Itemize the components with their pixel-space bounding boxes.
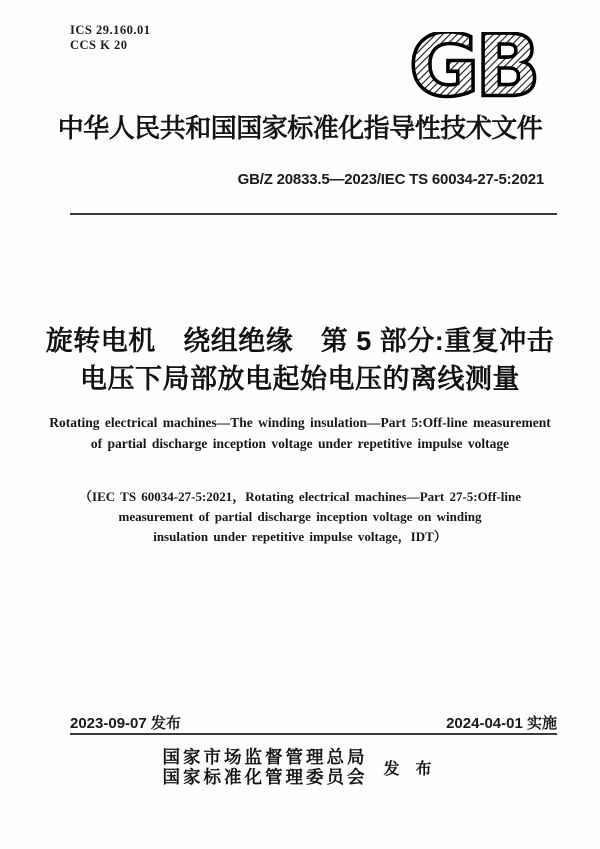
ccs-code: CCS K 20 [70,38,128,52]
ics-code: ICS 29.160.01 [70,23,151,37]
issuer-line2: 国家标准化管理委员会 [162,766,368,787]
gb-logo-icon [408,32,556,100]
standard-number: GB/Z 20833.5—2023/IEC TS 60034-27-5:2021 [237,171,544,188]
iec-note-line2: measurement of partial discharge inception voltage on winding [118,509,482,524]
main-title-cn-line1: 旋转电机 绕组绝缘 第 5 部分:重复冲击 [45,326,555,356]
classification-codes [70,23,150,53]
issuer-block [0,748,600,787]
main-title-en [0,412,600,454]
issuer-line1: 国家市场监督管理总局 [162,747,368,767]
implementation-date: 2024-04-01 实施 [446,715,557,732]
iec-note-line1: （IEC TS 60034-27-5:2021，Rotating electrical machines—Part 27-5:Off-line [79,489,521,504]
header-divider-line [70,213,557,215]
main-title-cn-line2: 电压下局部放电起始电压的离线测量 [80,364,520,394]
issue-date: 2023-09-07 发布 [70,715,181,732]
footer-divider-line [70,733,557,735]
dates-row [70,712,557,733]
gb-logo-text: GB [409,32,537,100]
iec-adoption-note [0,487,600,547]
main-title-cn [0,322,600,398]
publish-label: 发 布 [383,761,438,778]
issuer-names [162,748,367,787]
iec-note-line3: insulation under repetitive impulse voltage，IDT） [153,529,447,544]
main-title-en-line1: Rotating electrical machines—The winding insulation—Part 5:Off-line measurement [49,415,551,430]
document-category-title: 中华人民共和国国家标准化指导性技术文件 [57,114,543,143]
main-title-en-line2: of partial discharge inception voltage under repetitive impulse voltage [90,436,510,451]
